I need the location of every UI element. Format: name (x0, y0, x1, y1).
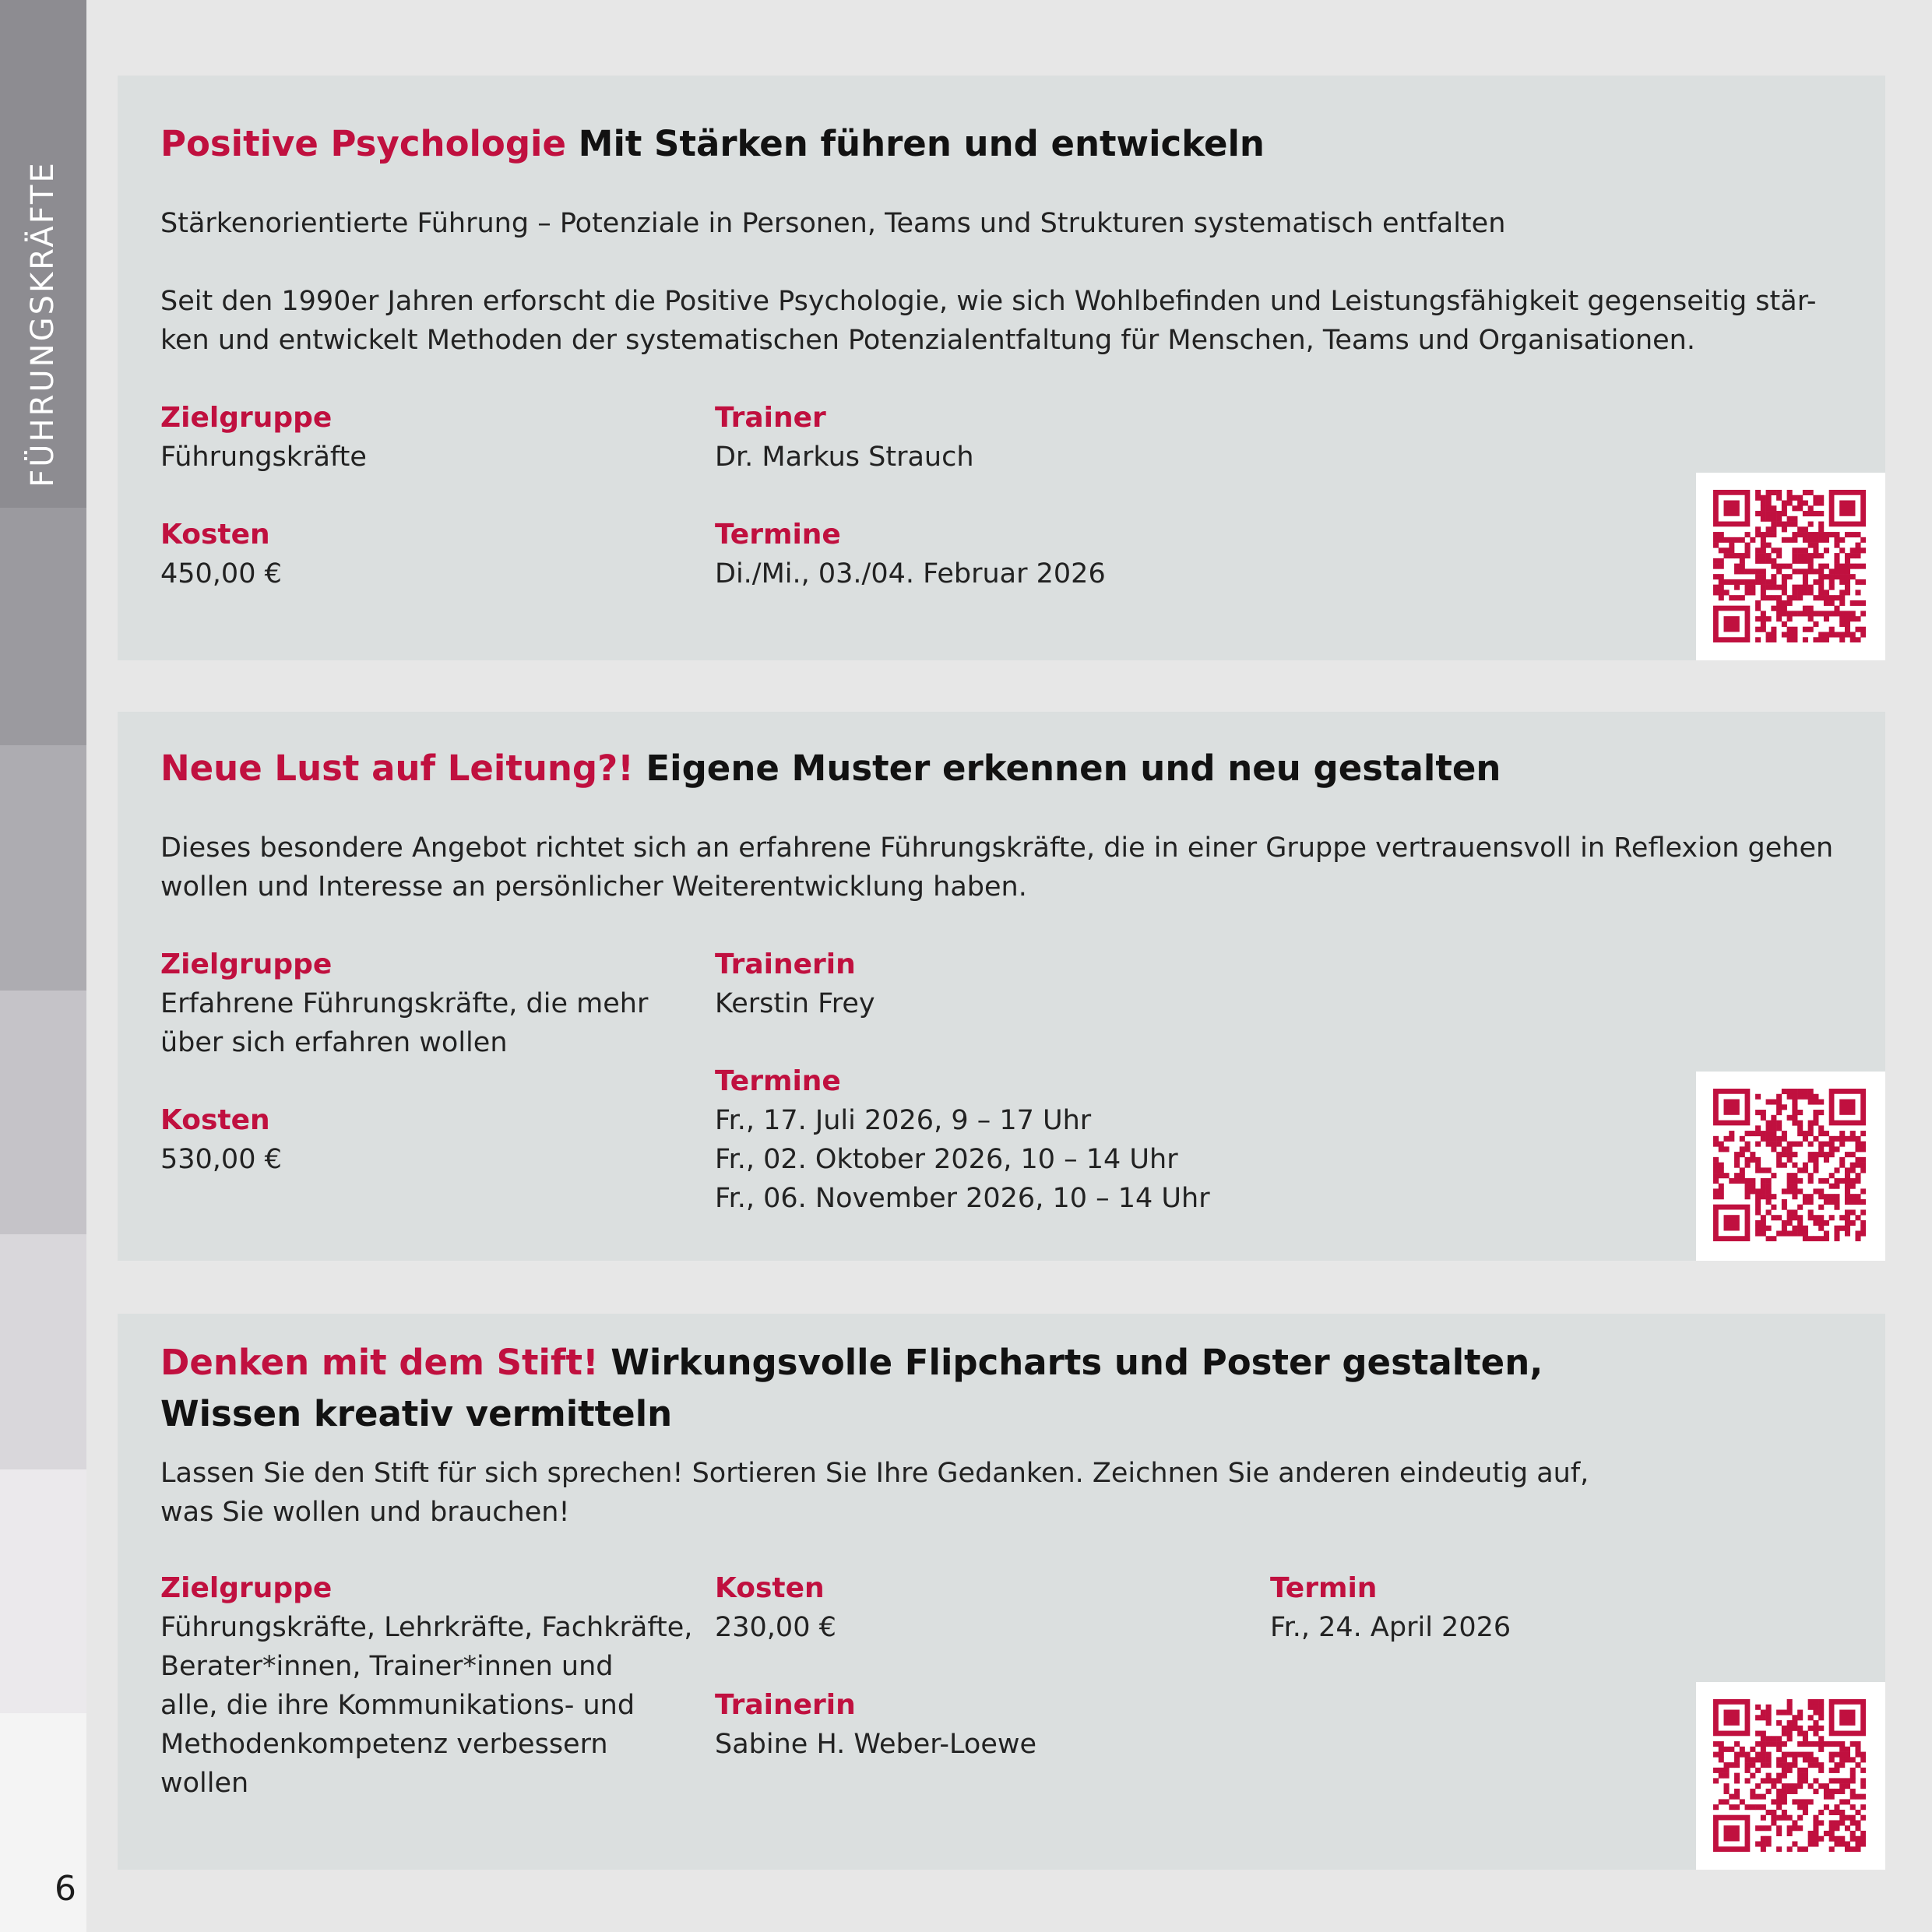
termin-date: Fr., 24. April 2026 (1270, 1612, 1511, 1643)
trainer-value: Kerstin Frey (715, 988, 875, 1019)
termin-date: Fr., 17. Juli 2026, 9 – 17 Uhr (715, 1105, 1092, 1136)
zielgruppe-label: Zielgruppe (160, 948, 333, 980)
trainer-label: Trainerin (715, 948, 856, 980)
description-line: Lassen Sie den Stift für sich sprechen! Sortieren Sie Ihre Gedanken. Zeichnen Sie anderen eindeutig auf, (160, 1458, 1589, 1489)
sidebar-tab (0, 1234, 86, 1469)
trainer-label: Trainer (715, 402, 826, 434)
course-card (118, 712, 1885, 1261)
qr-code-icon[interactable] (1713, 490, 1866, 642)
course-card (118, 1314, 1885, 1870)
course-title-rest: Mit Stärken führen und entwickeln (566, 123, 1265, 164)
zielgruppe-value: Führungskräfte (160, 442, 367, 473)
trainer-field (715, 1686, 1036, 1764)
trainer-value: Sabine H. Weber-Loewe (715, 1729, 1037, 1760)
course-title-highlight: Positive Psychologie (160, 123, 566, 164)
qr-code-icon[interactable] (1713, 1089, 1866, 1241)
course-title-highlight: Neue Lust auf Leitung?! (160, 748, 634, 789)
description-line: was Sie wollen und brauchen! (160, 1497, 570, 1528)
kosten-field (160, 1101, 282, 1179)
kosten-value: 530,00 € (160, 1144, 282, 1175)
course-title-line2 (160, 1388, 672, 1440)
kosten-value: 450,00 € (160, 558, 282, 589)
course-title (160, 118, 1265, 170)
termine-field (715, 1062, 1210, 1218)
termin-date: Di./Mi., 03./04. Februar 2026 (715, 558, 1106, 589)
description-line: wollen und Interesse an persönlicher Weiterentwicklung haben. (160, 871, 1027, 903)
sidebar-tab (0, 745, 86, 991)
course-title-rest: Wirkungsvolle Flipcharts und Poster gestalten, (598, 1342, 1543, 1383)
zielgruppe-value: Methodenkompetenz verbessern (160, 1729, 608, 1760)
sidebar-tab (0, 1469, 86, 1713)
description-line: Seit den 1990er Jahren erforscht die Positive Psychologie, wie sich Wohlbefinden und Leistungsfähigkeit gegenseitig stär- (160, 286, 1817, 317)
course-title-highlight: Denken mit dem Stift! (160, 1342, 599, 1383)
kosten-label: Kosten (160, 1104, 270, 1136)
trainer-field (715, 945, 875, 1023)
course-title (160, 743, 1501, 794)
section-sidebar (0, 0, 86, 1932)
qr-code-icon[interactable] (1713, 1699, 1866, 1852)
zielgruppe-value: Führungskräfte, Lehrkräfte, Fachkräfte, (160, 1612, 693, 1643)
zielgruppe-field (160, 399, 367, 477)
trainer-value: Dr. Markus Strauch (715, 442, 974, 473)
zielgruppe-label: Zielgruppe (160, 402, 333, 434)
qr-code-box[interactable] (1696, 1072, 1885, 1261)
sidebar-tab (0, 991, 86, 1234)
section-label: FÜHRUNGSKRÄFTE (25, 160, 61, 487)
termin-date: Fr., 06. November 2026, 10 – 14 Uhr (715, 1183, 1210, 1214)
kosten-label: Kosten (160, 519, 270, 551)
termin-label: Termin (1270, 1572, 1378, 1604)
qr-code-box[interactable] (1696, 473, 1885, 660)
course-description (160, 282, 1817, 360)
zielgruppe-value: über sich erfahren wollen (160, 1027, 508, 1058)
course-subtitle: Stärkenorientierte Führung – Potenziale in Personen, Teams und Strukturen systematisch entfalten (160, 208, 1506, 239)
zielgruppe-value: alle, die ihre Kommunikations- und (160, 1690, 635, 1721)
course-card (118, 76, 1885, 660)
course-title-rest: Eigene Muster erkennen und neu gestalten (633, 748, 1501, 789)
kosten-field (160, 516, 282, 593)
termine-label: Termine (715, 1065, 841, 1097)
zielgruppe-value: wollen (160, 1768, 249, 1799)
description-line: ken und entwickelt Methoden der systematischen Potenzialentfaltung für Menschen, Teams und Organisationen. (160, 325, 1695, 356)
zielgruppe-value: Berater*innen, Trainer*innen und (160, 1651, 614, 1682)
termin-date: Fr., 02. Oktober 2026, 10 – 14 Uhr (715, 1144, 1178, 1175)
course-description (160, 829, 1833, 906)
zielgruppe-value: Erfahrene Führungskräfte, die mehr (160, 988, 649, 1019)
termine-label: Termine (715, 519, 841, 551)
trainer-label: Trainerin (715, 1689, 856, 1721)
course-title-rest: Wissen kreativ vermitteln (160, 1393, 673, 1434)
kosten-field (715, 1569, 836, 1647)
kosten-label: Kosten (715, 1572, 825, 1604)
zielgruppe-field (160, 1569, 692, 1803)
qr-code-box[interactable] (1696, 1682, 1885, 1870)
page-number: 6 (55, 1869, 76, 1909)
termin-field (1270, 1569, 1511, 1647)
trainer-field (715, 399, 974, 477)
sidebar-tab (0, 508, 86, 745)
description-line: Dieses besondere Angebot richtet sich an erfahrene Führungskräfte, die in einer Gruppe vertrauensvoll in Reflexion gehen (160, 832, 1834, 864)
kosten-value: 230,00 € (715, 1612, 836, 1643)
zielgruppe-field (160, 945, 648, 1062)
termine-field (715, 516, 1106, 593)
zielgruppe-label: Zielgruppe (160, 1572, 333, 1604)
course-title (160, 1337, 1543, 1388)
course-description (160, 1454, 1589, 1532)
